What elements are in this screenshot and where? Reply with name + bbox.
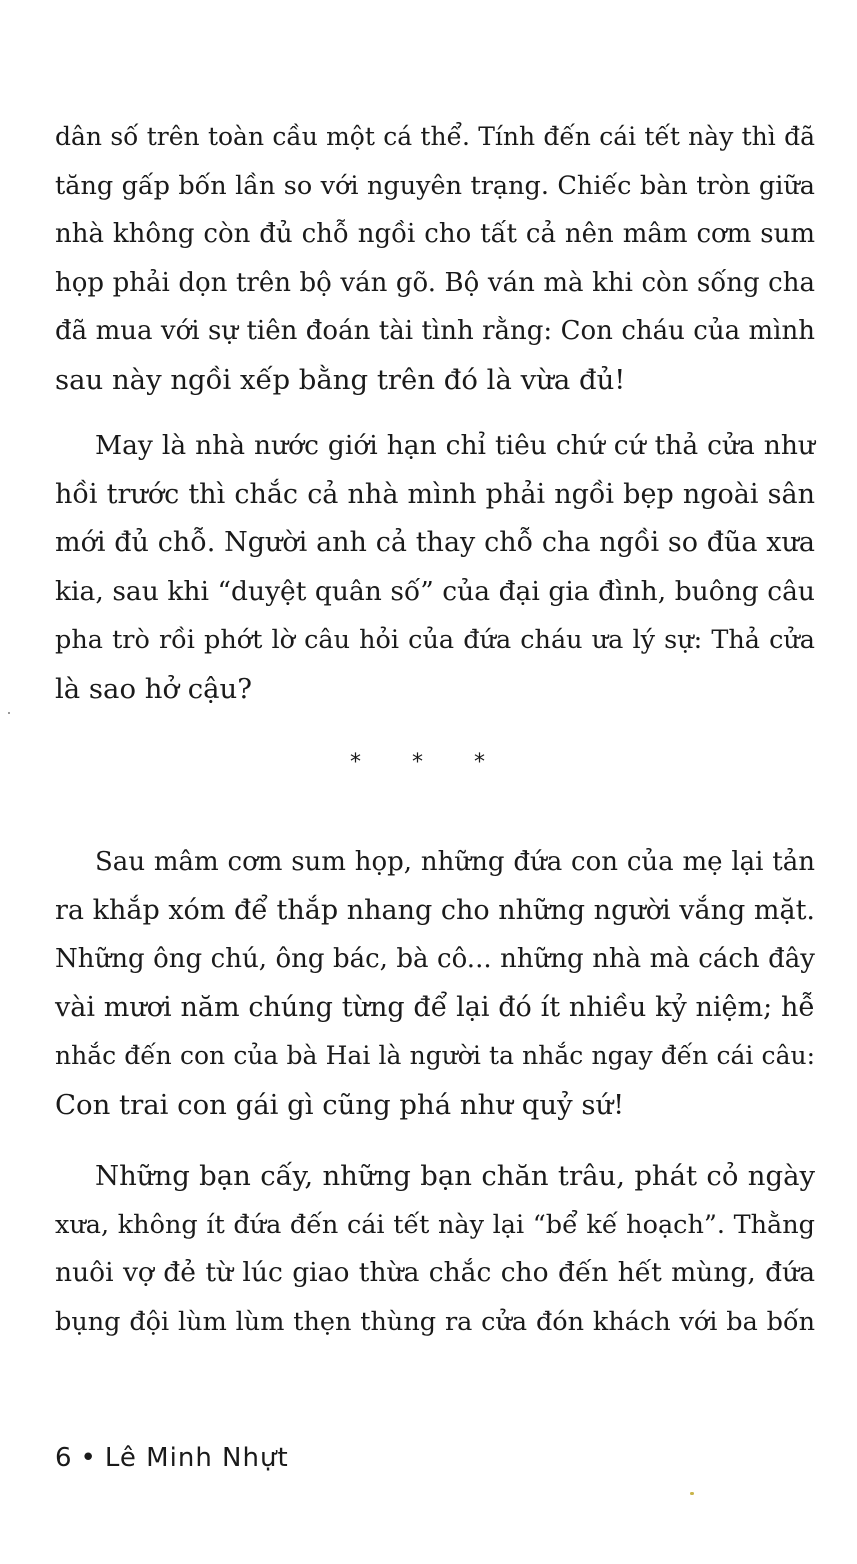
text-line: dân số trên toàn cầu một cá thể. Tính đến cái tết này thì đã [55, 122, 815, 151]
text-line: vài mươi năm chúng từng để lại đó ít nhiều kỷ niệm; hễ [55, 991, 815, 1023]
bullet-separator: • [80, 1443, 97, 1473]
text-line: hồi trước thì chắc cả nhà mình phải ngồi bẹp ngoài sân [55, 478, 815, 510]
text-line: ra khắp xóm để thắp nhang cho những người vắng mặt. [55, 894, 815, 926]
text-line: May là nhà nước giới hạn chỉ tiêu chứ cứ thả cửa như [95, 430, 815, 461]
text-line: nhà không còn đủ chỗ ngồi cho tất cả nên mâm cơm sum [55, 219, 815, 250]
text-line: là sao hở cậu? [55, 673, 252, 705]
scan-speck [690, 1492, 694, 1495]
text-line: tăng gấp bốn lần so với nguyên trạng. Chiếc bàn tròn giữa [55, 170, 815, 201]
section-separator: * * * [350, 750, 507, 775]
text-line: Sau mâm cơm sum họp, những đứa con của mẹ lại tản [95, 847, 815, 877]
page-number: 6 [55, 1443, 73, 1473]
text-line: nuôi vợ đẻ từ lúc giao thừa chắc cho đến hết mùng, đứa [55, 1257, 815, 1289]
author-name: Lê Minh Nhựt [104, 1443, 289, 1473]
text-line: họp phải dọn trên bộ ván gõ. Bộ ván mà khi còn sống cha [55, 267, 815, 298]
text-line: sau này ngồi xếp bằng trên đó là vừa đủ! [55, 364, 626, 396]
text-line: đã mua với sự tiên đoán tài tình rằng: Con cháu của mình [55, 316, 815, 347]
text-line: kia, sau khi “duyệt quân số” của đại gia đình, buông câu [55, 575, 815, 607]
scan-speck [8, 712, 10, 714]
text-line: nhắc đến con của bà Hai là người ta nhắc ngay đến cái câu: [55, 1041, 815, 1071]
text-line: Những bạn cấy, những bạn chăn trâu, phát cỏ ngày [95, 1160, 815, 1192]
text-line: pha trò rồi phớt lờ câu hỏi của đứa cháu ưa lý sự: Thả cửa [55, 625, 815, 656]
page-footer [55, 1443, 289, 1473]
text-line: Con trai con gái gì cũng phá như quỷ sứ! [55, 1089, 625, 1121]
text-line: xưa, không ít đứa đến cái tết này lại “bể kế hoạch”. Thằng [55, 1209, 815, 1240]
text-line: Những ông chú, ông bác, bà cô... những nhà mà cách đây [55, 944, 815, 975]
text-line: mới đủ chỗ. Người anh cả thay chỗ cha ngồi so đũa xưa [55, 527, 815, 559]
text-line: bụng đội lùm lùm thẹn thùng ra cửa đón khách với ba bốn [55, 1306, 815, 1337]
